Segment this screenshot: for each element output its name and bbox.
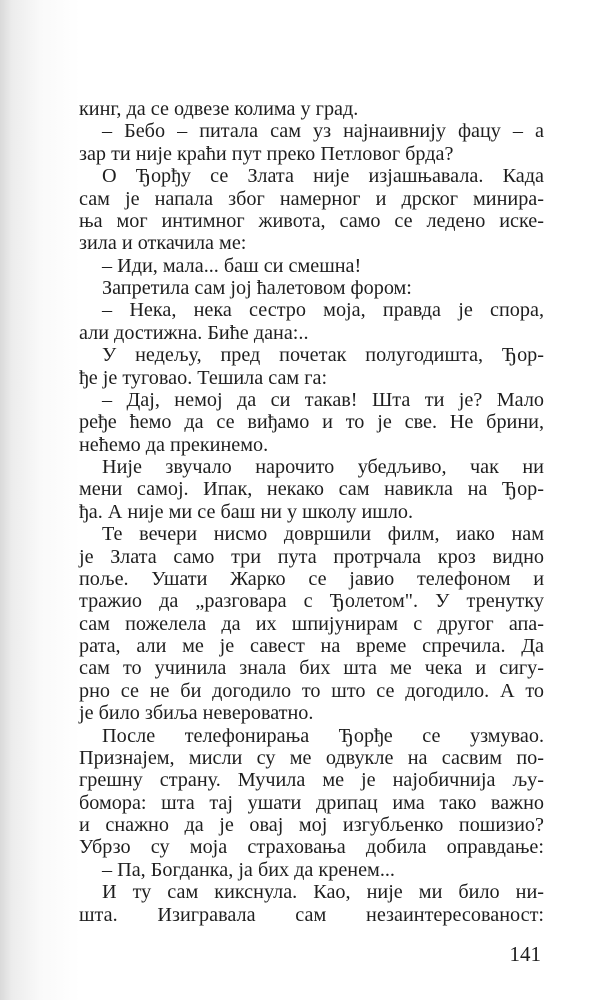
text-line: У недељу, пред почетак полугодишта, Ђор- (102, 344, 544, 367)
text-line: сам је напала због намерног и дрског минира- (79, 187, 544, 210)
text-line: рата, али ме је савест на време спречила. Да (79, 635, 544, 657)
text-line: – Бебо – питала сам уз најнаивнију фацу – а (102, 120, 544, 143)
text-line: ређе ћемо да се виђамо и то је све. Не брини, (79, 411, 544, 434)
text-line: И ту сам кикснула. Као, није ми било ни- (102, 881, 544, 904)
text-line: О Ђорђу се Злата није изјашњавала. Када (102, 165, 544, 188)
text-line: После телефонирања Ђорђе се узмувао. (102, 724, 544, 747)
text-line: је Злата само три пута протрчала кроз видно (79, 545, 544, 568)
text-line: и снажно да је овај мој изгубљенко пошизио? (79, 814, 544, 836)
text-line: Те вечери нисмо довршили филм, иако нам (102, 523, 544, 546)
text-line: је било збиља невероватно. (79, 702, 314, 725)
text-line: грешну страну. Мучила ме је најобичнија љу- (79, 769, 544, 792)
text-line: шта. Изигравала сам незаинтересованост: (79, 903, 544, 926)
text-line: сам то учинила знала бих шта ме чека и сигу- (79, 657, 544, 680)
text-line: Признајем, мисли су ме одвукле на сасвим по- (79, 746, 544, 769)
body-text (79, 98, 544, 926)
text-line: поље. Ушати Жарко се јавио телефоном и (79, 567, 544, 590)
text-line: али достижна. Биће дана:.. (79, 321, 309, 344)
text-line: Убрзо су моја страховања добила оправдање: (79, 836, 544, 859)
text-line: ђе је туговао. Тешила сам га: (79, 366, 328, 389)
page-number: 141 (509, 942, 541, 966)
text-line: бомора: шта тај ушати дрипац има тако важно (79, 791, 544, 814)
text-line: ђа. А није ми се баш ни у школу ишло. (79, 500, 414, 523)
text-line: мени самој. Ипак, некако сам навикла на Ђор- (79, 478, 544, 501)
text-line: ња мог интимног живота, само се ледено иске- (79, 209, 544, 232)
text-line: рно се не би догодило то што се догодило. А то (79, 679, 544, 702)
text-line: зар ти није краћи пут преко Петловог брда? (79, 142, 454, 165)
text-line: нећемо да прекинемо. (79, 433, 269, 456)
text-line: зила и откачила ме: (79, 232, 247, 255)
text-line: – Нека, нека сестро моја, правда је спора, (102, 299, 544, 322)
text-line: Није звучало нарочито убедљиво, чак ни (102, 456, 544, 478)
text-line: тражио да „разговара с Ђолетом". У тренутку (79, 590, 544, 613)
text-line: сам пожелела да их шпијунирам с другог апа- (79, 612, 544, 635)
text-line: – Дај, немој да си такав! Шта ти је? Мало (102, 388, 544, 411)
text-line: кинг, да се одвезе колима у град. (79, 98, 359, 120)
text-line: Запретила сам јој ћалетовом фором: (102, 277, 412, 299)
text-line: – Иди, мала... баш си смешна! (102, 254, 362, 277)
text-line: – Па, Богданка, ја бих да кренем... (102, 858, 395, 881)
